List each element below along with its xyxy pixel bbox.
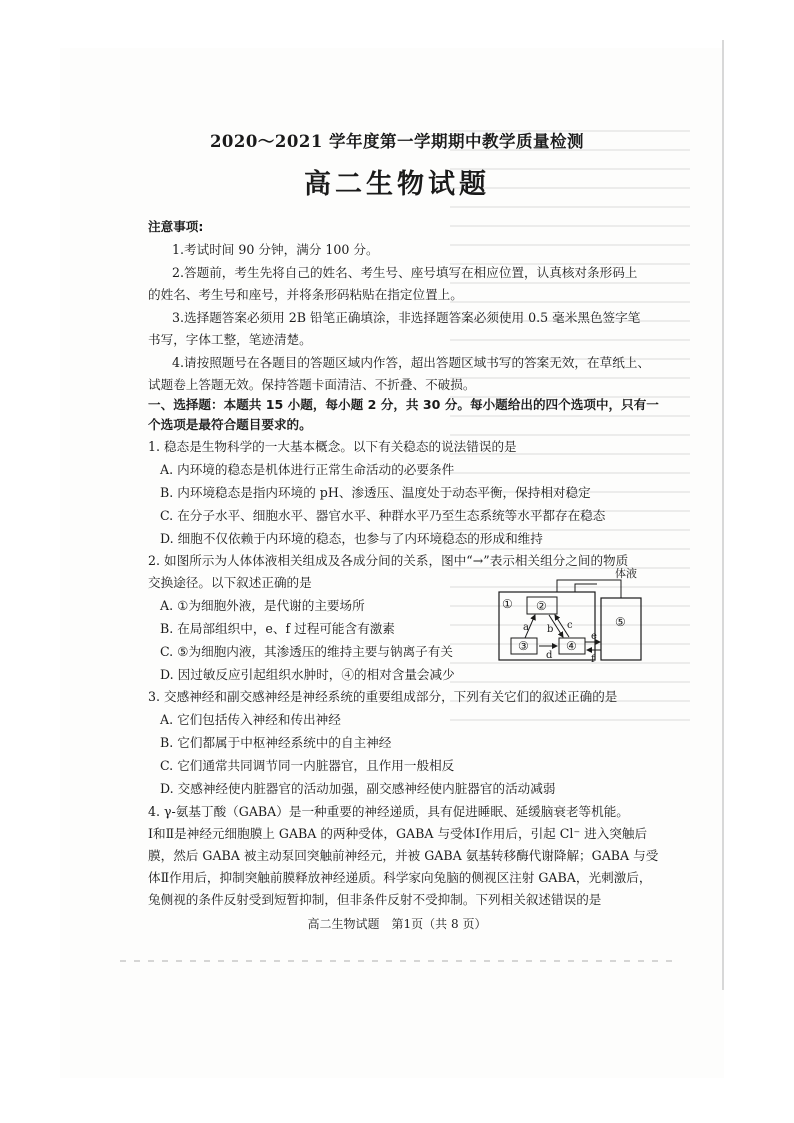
label-e: e — [591, 631, 597, 642]
answer-option: B. 在局部组织中，e、f 过程可能含有激素 — [160, 621, 395, 636]
label-d: d — [546, 650, 553, 661]
answer-option: B. 内环境稳态是指内环境的 pH、渗透压、温度处于动态平衡，保持相对稳定 — [160, 485, 591, 500]
exam-title: 2020～2021 学年度第一学期期中教学质量检测 — [209, 132, 585, 151]
answer-option: A. 它们包括传入神经和传出神经 — [160, 712, 341, 727]
label-2: ② — [536, 599, 547, 613]
notice-item: 的姓名、考生号和座号，并将条形码粘贴在指定位置上。 — [148, 287, 463, 302]
section-heading: 个选项是最符合题目要求的。 — [148, 417, 312, 432]
question-stem: 2. 如图所示为人体体液相关组成及各成分间的关系，图中“→”表示相关组分之间的物质 — [148, 553, 629, 568]
notice-item: 3.选择题答案必须用 2B 铅笔正确填涂，非选择题答案必须使用 0.5 毫米黑色签字笔 — [172, 310, 641, 325]
answer-option: D. 因过敏反应引起组织水肿时，④的相对含量会减少 — [160, 667, 455, 682]
intracellular-box — [601, 598, 641, 660]
notice-item: 2.答题前，考生先将自己的姓名、考生号、座号填写在相应位置，认真核对条形码上 — [172, 265, 638, 280]
page-footer: 高二生物试题 第1页（共 8 页） — [307, 917, 487, 931]
question-stem: 交换途径。以下叙述正确的是 — [148, 575, 312, 590]
label-5: ⑤ — [615, 615, 626, 629]
label-a: a — [523, 622, 529, 633]
label-c: c — [567, 620, 573, 631]
scan-artifact — [120, 960, 680, 962]
question-stem: 1. 稳态是生物科学的一大基本概念。以下有关稳态的说法错误的是 — [148, 439, 517, 454]
label-1: ① — [502, 597, 513, 611]
answer-option: D. 细胞不仅依赖于内环境的稳态，也参与了内环境稳态的形成和维持 — [160, 531, 543, 546]
label-4: ④ — [566, 639, 577, 653]
answer-option: C. 在分子水平、细胞水平、器官水平、种群水平乃至生态系统等水平都存在稳态 — [160, 508, 606, 523]
answer-option: A. 内环境的稳态是机体进行正常生命活动的必要条件 — [160, 462, 455, 477]
answer-option: D. 交感神经使内脏器官的活动加强，副交感神经使内脏器官的活动减弱 — [160, 781, 556, 796]
answer-option: A. ①为细胞外液，是代谢的主要场所 — [160, 598, 365, 613]
notice-item: 1.考试时间 90 分钟，满分 100 分。 — [172, 242, 379, 257]
label-b: b — [547, 624, 554, 635]
question-stem: 兔侧视的条件反射受到短暂抑制，但非条件反射不受抑制。下列相关叙述错误的是 — [148, 892, 602, 907]
notice-item: 书写，字体工整，笔迹清楚。 — [148, 332, 312, 347]
label-3: ③ — [518, 639, 529, 653]
answer-option: C. 它们通常共同调节同一内脏器官，且作用一般相反 — [160, 758, 455, 773]
question-stem: 4. γ-氨基丁酸（GABA）是一种重要的神经递质，具有促进睡眠、延缓脑衰老等机能。 — [148, 804, 629, 819]
subject-title: 高二生物试题 — [304, 169, 490, 200]
question-stem: Ⅰ和Ⅱ是神经元细胞膜上 GABA 的两种受体，GABA 与受体Ⅰ作用后，引起 Cl⁻ 进入突触后 — [148, 826, 648, 841]
label-f: f — [591, 654, 595, 664]
notice-heading: 注意事项: — [148, 219, 204, 234]
question-stem: 体Ⅱ作用后，抑制突触前膜释放神经递质。科学家向兔脑的侧视区注射 GABA，光刺激后， — [148, 870, 652, 885]
answer-option: C. ⑤为细胞内液，其渗透压的维持主要与钠离子有关 — [160, 644, 453, 659]
answer-option: B. 它们都属于中枢神经系统中的自主神经 — [160, 735, 392, 750]
question-stem: 膜，然后 GABA 被主动泵回突触前神经元，并被 GABA 氨基转移酶代谢降解；GABA 与受 — [148, 848, 659, 863]
notice-item: 4.请按照题号在各题目的答题区域内作答，超出答题区域书写的答案无效，在草纸上、 — [172, 355, 650, 370]
notice-item: 试题卷上答题无效。保持答题卡面清洁、不折叠、不破损。 — [148, 377, 476, 392]
question-stem: 3. 交感神经和副交感神经是神经系统的重要组成部分，下列有关它们的叙述正确的是 — [148, 689, 618, 704]
section-heading: 一、选择题：本题共 15 小题，每小题 2 分，共 30 分。每小题给出的四个选项中，只有一 — [148, 397, 659, 412]
diagram-title: 体液 — [615, 567, 637, 580]
body-fluid-diagram — [497, 566, 667, 664]
